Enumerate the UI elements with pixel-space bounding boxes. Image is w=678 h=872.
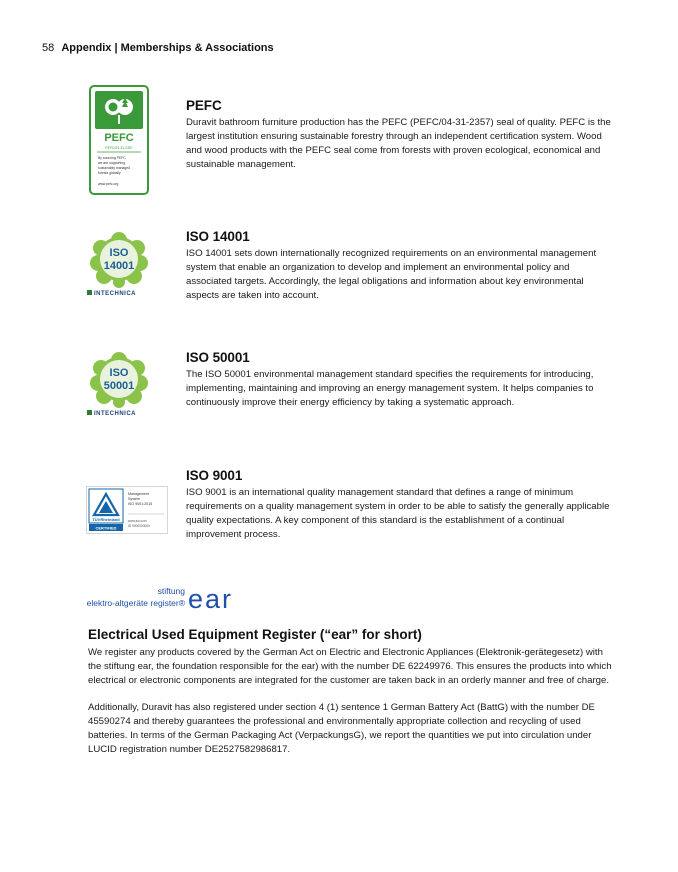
iso50001-body: The ISO 50001 environmental management standard specifies the requirements for introducing, implementing, maintaining and improving an energy management system. It helps companies to continuously improve their energy efficiency by taking a systematic approach. (186, 369, 594, 408)
iso9001-section (186, 468, 611, 542)
iso9001-logo-l2: System (128, 497, 140, 501)
pefc-logo-name: PEFC (104, 132, 134, 144)
iso9001-logo-badge: CERTIFIED (95, 525, 117, 531)
pefc-heading: PEFC (186, 98, 222, 113)
pefc-logo (89, 85, 149, 195)
iso50001-logo-line1: ISO (109, 367, 129, 379)
ear-logo (86, 582, 246, 612)
page-title: Appendix | Memberships & Associations (61, 42, 274, 54)
ear-para2: Additionally, Duravit has also registered under section 4 (1) sentence 1 German Battery Act (BattG) with the number DE 45590274 and thereby guarantees the professional and environmentally appropriate collection and recycling of used batteries. In terms of the German Packaging Act (VerpackungsG), we report the quantities we put into circulation under LUCID registration number DE2527582986817. (88, 702, 595, 755)
pefc-logo-code: PEFC/04-31-2357 (105, 146, 133, 150)
iso14001-section (186, 229, 611, 303)
iso14001-body: ISO 14001 sets down internationally recognized requirements on an environmental management system that enable an organization to develop and implement an environmental policy and associated targets. Accordingly, the legal obligations and information about key environmental aspects are taken into account. (186, 248, 597, 301)
pefc-body: Duravit bathroom furniture production has the PEFC (PEFC/04-31-2357) seal of quality. PEFC is the largest institution ensuring sustainable forestry through an independent certification system. Wood and wood products with the PEFC seal come from forests with proven ecological, economical and sustainable management. (186, 117, 611, 170)
iso9001-logo-brand: TÜVRheinland (92, 517, 120, 522)
pefc-logo-line1: By sourcing PEFC (98, 156, 126, 160)
iso14001-logo-line2: 14001 (103, 260, 135, 272)
page-number: 58 (42, 42, 55, 54)
ear-logo-line2: elektro-altgeräte register® (86, 598, 185, 608)
iso50001-heading: ISO 50001 (186, 350, 250, 365)
ear-logo-mark: ear (188, 584, 234, 612)
iso50001-logo-line2: 50001 (103, 380, 135, 392)
iso9001-heading: ISO 9001 (186, 468, 243, 483)
iso14001-heading: ISO 14001 (186, 229, 250, 244)
ear-heading: Electrical Used Equipment Register (“ear” for short) (88, 627, 422, 642)
pefc-logo-line2: we are supporting (98, 161, 125, 165)
iso14001-logo (86, 228, 152, 298)
iso9001-tuv-logo (86, 486, 168, 534)
ear-logo-line1: stiftung (157, 586, 185, 596)
iso50001-logo-brand: INTECHNICA (94, 411, 136, 417)
iso9001-logo-l4: www.tuv.com (128, 519, 147, 523)
pefc-logo-line4: forests globally (98, 171, 121, 175)
pefc-logo-url: www.pefc.org (98, 182, 119, 186)
iso9001-logo-l5: ID 9000000000 (128, 524, 150, 528)
iso14001-logo-brand: INTECHNICA (94, 291, 136, 297)
pefc-section (186, 98, 611, 172)
ear-para1: We register any products covered by the German Act on Electric and Electronic Appliances (Elektronik-gerätegesetz) with the stiftung ear, the foundation responsible for the ear) with the number DE 62249976. This ensures the products into which electrical or electronic components are integrated for the customer are taken back in an orderly manner and free of charge. (88, 647, 612, 686)
iso14001-logo-line1: ISO (109, 247, 129, 259)
iso9001-logo-l3: ISO 9001:2015 (128, 502, 153, 506)
iso50001-section (186, 350, 611, 410)
ear-section (88, 627, 618, 757)
pefc-logo-line3: sustainably managed (98, 166, 131, 170)
iso9001-body: ISO 9001 is an international quality management standard that defines a range of minimum requirements on a quality management system in order to be able to satisfy the generally applicable quality expectations. A key component of this standard is the establishment of a continual improvement process. (186, 487, 610, 540)
iso50001-logo (86, 348, 152, 418)
iso9001-logo-l1: Management (128, 492, 149, 496)
page-header (42, 42, 274, 54)
